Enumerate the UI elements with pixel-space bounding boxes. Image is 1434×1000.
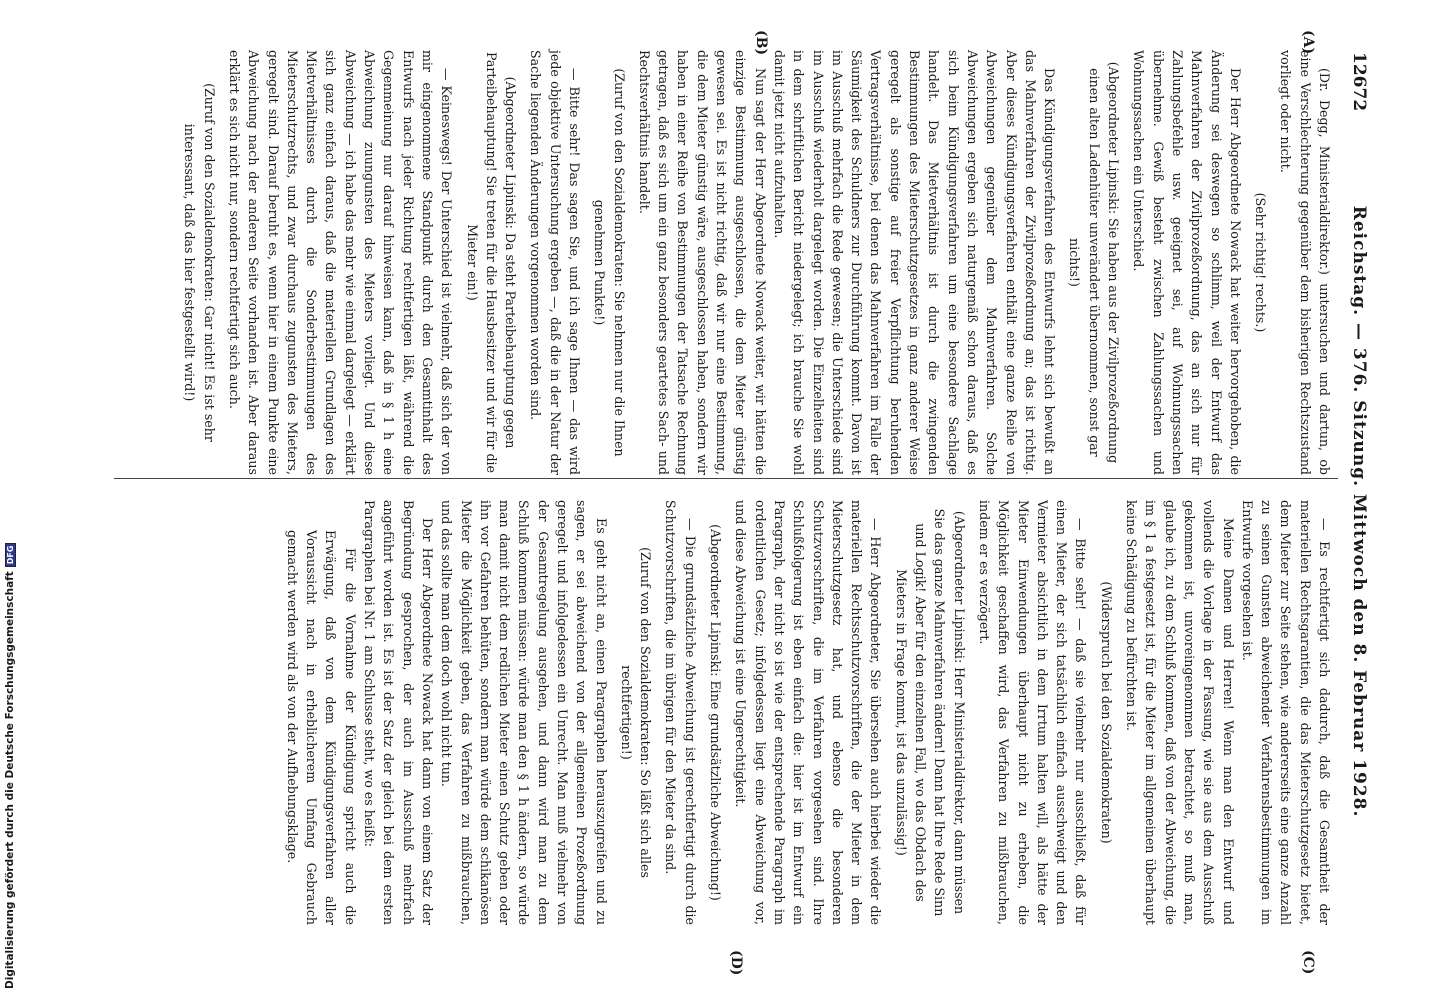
paragraph: Es geht nicht an, einen Paragraphen herauszugreifen und zu sagen, er sei abweichend von der allgemeinen Prozeßordnung geregelt und infolgedessen ein Unrecht. Man muß vielmehr von der Gesamtregelung ausgehen, und dann wird man zu dem Schluß kommen müssen: würde man den § 1 h ändern, so würde man damit nicht dem redlichen Mieter einen Schutz geben oder ihn vor Gefahren behüten, sondern man würde dem schikanösen Mieter die Möglichkeit geben, das Verfahren zu mißbrauchen, und das sollte man dem doch wohl nicht tun. (439, 500, 609, 925)
left-column (174, 50, 1334, 475)
interjection: (Widerspruch bei den Sozialdemokraten) (1098, 581, 1114, 844)
paragraph: — Bitte sehr! — daß sie vielmehr nur ausschließt, daß für einen Mieter, der sich tatsächlich einfach ausschweigt und den Vermieter absichtlich in dem Irrtum halten will, als hätte der Mieter Einwendungen überhaupt nicht zu erheben, die Möglichkeit geschaffen wird, das Verfahren zu mißbrauchen, indem er es verzögert. (976, 500, 1089, 925)
credit-label: Digitalisierung gefördert durch die Deutsche Forschungsgemeinschaft (4, 571, 16, 989)
paragraph: Das Kündigungsverfahren des Entwurfs lehnt sich bewußt an das Mahnverfahren der Zivilprozeßordnung an; das ist richtig. Aber dieses Kündigungsverfahren enthält eine ganze Reihe von Abweichungen gegenüber dem Mahnverfahren. Solche Abweichungen ergeben sich naturgemäß schon daraus, daß es sich beim Kündigungsverfahren um eine besondere Sachlage handelt. Das Mietverhältnis ist durch die zwingenden Bestimmungen des Mieterschutzgesetzes in ganz anderer Weise geregelt als sonstige auf freier Verpflichtung beruhenden Vertragsverhältnisse, bei denen das Mahnverfahren im Falle der Säumigkeit des Schuldners zur Durchführung kommt. Davon ist im Ausschuß mehrfach die Rede gewesen; die Unterschiede sind im Ausschuß wiederholt dargelegt worden. Die Einzelheiten sind in dem schriftlichen Bericht niedergelegt; ich brauche Sie wohl damit jetzt nicht aufzuhalten. (771, 50, 1058, 475)
dfg-logo-icon: DFG (5, 543, 16, 568)
page-header (1344, 52, 1374, 912)
interjection: (Abgeordneter Lipinski: Eine grundsätzliche Abweichung!) (708, 524, 724, 901)
paragraph: — Es rechtfertigt sich dadurch, daß die Gesamtheit der materiellen Rechtsgarantien, die das Mieterschutzgesetz bietet, dem Mieter zur Seite stehen, wie andererseits eine ganze Anzahl zu seinen Gunsten abweichender Verfahrensbestimmungen im Entwurfe vorgesehen ist. (1239, 500, 1332, 925)
paragraph: Nun sagt der Herr Abgeordnete Nowack weiter, wir hätten die einzige Bestimmung ausgeschlossen, die dem Mieter günstig gewesen sei. Es ist nicht richtig, daß wir nur eine Bestimmung, die dem Mieter günstig wäre, ausgeschlossen haben, sondern wir haben in einer Reihe von Bestimmungen der Tatsache Rechnung getragen, daß es sich um ein ganz besonders geartetes Sach- und Rechtsverhältnis handelt. (636, 50, 768, 475)
paragraph: Der Herr Abgeordnete Nowack hat dann von einem Satz der Begründung gesprochen, der auch im Ausschuß mehrfach angeführt worden ist. Es ist der Satz der gleich bei dem ersten Paragraphen bei Nr. 1 am Schlusse steht, wo es heißt: (362, 500, 435, 925)
right-column (283, 500, 1334, 925)
interjection: (Abgeordneter Lipinski: Herr Ministerialdirektor, dann müssen Sie das ganze Mahnverfahren ändern! Dann hat Ihre Rede Sinn und Logik! Aber für den einzelnen Fall, wo das Obdach des Mieters in Frage kommt, ist das unzulässig!) (893, 508, 967, 917)
page-number: 12672 (1349, 52, 1369, 112)
paragraph: Meine Damen und Herren! Wenn man den Entwurf und vollends die Vorlage in der Fassung, wie sie aus dem Ausschuß gekommen ist, unvoreingenommen betrachtet, so muß man, glaube ich, zu dem Schluß kommen, daß von der Abweichung, die im § 1 a festgesetzt ist, für die Mieter im allgemeinen überhaupt keine Schädigung zu befürchten ist. (1124, 500, 1236, 925)
margin-mark-d: (D) (728, 950, 744, 976)
credit-text (4, 0, 16, 989)
paragraph: — Herr Abgeordneter, Sie übersehen auch hierbei wieder die materiellen Rechtsschutzvorschriften, die der Mieter in dem Mieterschutzgesetz hat, und ebenso die besonderen Schutzvorschriften, die im Verfahren vorgesehen sind. Ihre Schlußfolgerung ist eben einfach die: hier ist im Entwurf ein Paragraph, der nicht so ist wie der entsprechende Paragraph im ordentlichen Gesetz; infolgedessen liegt eine Abweichung vor, und diese Abweichung ist eine Ungerechtigkeit. (733, 500, 884, 925)
paragraph: Der Herr Abgeordnete Nowack hat weiter hervorgehoben, die Änderung sei deswegen so schlimm, weil der Entwurf das Mahnverfahren der Zivilprozeßordnung, das an sich nur für Zahlungsbefehle usw. geeignet sei, auf Wohnungssachen übernehme. Gewiß besteht zwischen Zahlungssachen und Wohnungssachen ein Unterschied. (1131, 50, 1243, 475)
page-content (30, 0, 1434, 1000)
rotated-page (30, 0, 1434, 1000)
interjection: (Zuruf von den Sozialdemokraten: Gar nicht! Es ist sehr interessant, daß das hier festgestellt wird!) (182, 83, 217, 442)
margin-mark-c: (C) (1300, 950, 1316, 975)
paragraph: (Dr. Degg, Ministerialdirektor.) untersuchen und dartun, ob eine Verschlechterung gegenüber dem bisherigen Rechtszustand vorliegt oder nicht. (1278, 50, 1332, 475)
page-title: Reichstag. — 376. Sitzung. Mittwoch den 8. Februar 1928. (1349, 205, 1369, 818)
paragraph: — Die grundsätzliche Abweichung ist gerechtfertigt durch die Schutzvorschriften, die im übrigen für den Mieter da sind. (663, 500, 698, 925)
paragraph: Für die Vornahme der Kündigung spricht auch die Erwägung, daß von dem Kündigungsverfahren aller Voraussicht nach in erheblicherem Umfang Gebrauch gemacht werden wird als von der Aufhebungsklage. (284, 530, 358, 925)
interjection: (Abgeordneter Lipinski: Sie haben aus der Zivilprozeßordnung einen alten Ladenhüter unverändert übernommen, sonst gar nichts!) (1067, 61, 1122, 464)
margin-mark-a: (A) (1300, 30, 1316, 55)
interjection: (Zuruf von den Sozialdemokraten: So läßt sich alles rechtfertigen!) (618, 547, 654, 878)
paragraph: — Keineswegs! Der Unterschied ist vielmehr, daß sich der von mir eingenommene Standpunkt durch den Gesamtinhalt des Entwurfs nach jeder Richtung rechtfertigen läßt, während die Gegenmeinung nur darauf hinweisen kann, daß in § 1 h eine Abweichung zuungunsten des Mieters vorliegt. Und diese Abweichung — ich habe das mehr wie einmal dargelegt — erklärt sich ganz einfach daraus, daß die materiellen Grundlagen des Mietverhältnisses durch die Sonderbestimmungen des Mieterschutzrechts, und zwar durchaus zugunsten des Mieters, geregelt sind. Darauf beruht es, wenn hier in einem Punkte eine Abweichung nach der anderen Seite vorhanden ist. Aber daraus erklärt es sich nicht nur, sondern rechtfertigt sich auch. (226, 50, 455, 475)
interjection: (Zuruf von den Sozialdemokraten: Sie nehmen nur die Ihnen genehmen Punkte!) (592, 68, 627, 457)
paragraph: — Bitte sehr! Das sagen Sie, und ich sage Ihnen — das wird jede objektive Untersuchung ergeben —, daß die in der Natur der Sache liegenden Änderungen vorgenommen worden sind. (528, 50, 583, 475)
margin-mark-b: (B) (753, 30, 769, 56)
column-divider (114, 478, 1338, 479)
interjection: (Sehr richtig! rechts.) (1253, 192, 1269, 333)
sidebar-credit (0, 0, 26, 1000)
interjection: (Abgeordneter Lipinski: Da steht Parteibehauptung gegen Parteibehauptung! Sie treten für die Hausbesitzer und wir für die Mieter ein!) (464, 51, 519, 473)
